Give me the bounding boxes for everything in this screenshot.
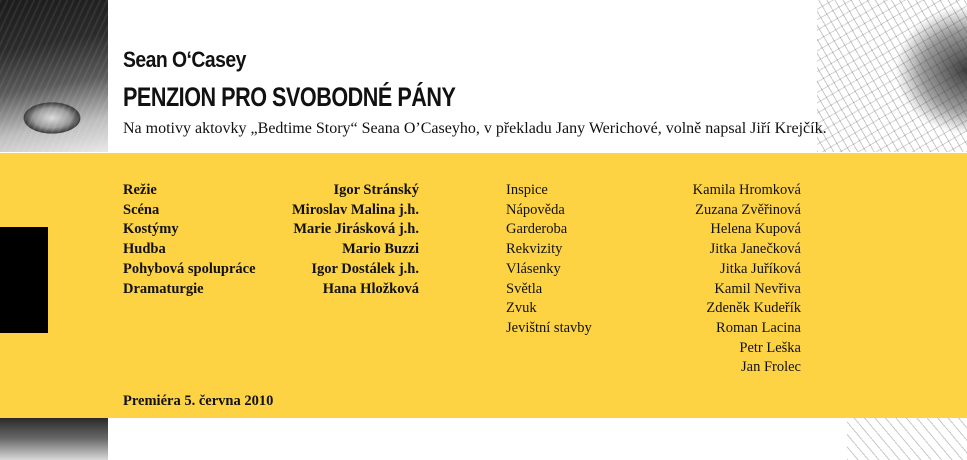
crew-name: Marie Jirásková j.h. [293,221,419,238]
staff-role: Inspice [506,182,548,198]
crew-role: Pohybová spolupráce [123,260,256,277]
staff-role: Světla [506,280,543,297]
staff-role: Jevištní stavby [506,319,592,336]
staff-name: Roman Lacina [716,319,801,336]
photo-bottom-right-fragment [847,418,967,460]
staff-name: Jitka Janečková [709,241,801,258]
staff-name: Petr Leška [739,339,801,356]
crew-role: Režie [123,182,157,198]
staff-role: Rekvizity [506,241,563,258]
crew-name: Miroslav Malina j.h. [291,201,419,218]
crew-row [123,280,419,300]
crew-name: Igor Stránský [333,182,419,198]
staff-role: Nápověda [506,201,565,218]
creative-team-list [123,181,419,299]
author-name: Sean O‘Casey [123,47,246,72]
photo-eye-fragment [0,0,108,152]
crew-name: Mario Buzzi [342,241,419,258]
staff-names-column [693,181,801,378]
crew-row [123,181,419,201]
staff-role: Garderoba [506,221,568,238]
black-tab [0,227,48,333]
staff-name: Kamil Nevřiva [714,280,801,297]
staff-role: Zvuk [506,300,537,317]
premiere-date: Premiéra 5. června 2010 [123,393,274,409]
staff-name: Zuzana Zvěřinová [695,201,801,218]
crew-name: Igor Dostálek j.h. [311,260,419,277]
staff-name: Helena Kupová [710,221,801,238]
play-title: PENZION PRO SVOBODNÉ PÁNY [123,82,456,112]
staff-role: Vlásenky [506,260,561,277]
crew-role: Dramaturgie [123,280,204,297]
staff-roles-column [506,181,592,339]
crew-row [123,260,419,280]
staff-name: Jan Frolec [741,359,801,376]
staff-name: Jitka Juříková [720,260,801,277]
crew-row [123,201,419,221]
staff-name: Zdeněk Kudeřík [706,300,801,317]
crew-row [123,220,419,240]
photo-hair-fragment [817,0,967,152]
photo-bottom-left-fragment [0,418,108,460]
crew-role: Scéna [123,201,160,218]
crew-role: Hudba [123,241,166,258]
play-subtitle: Na motivy aktovky „Bedtime Story“ Seana O’Caseyho, v překladu Jany Werichové, volně napsal Jiří Krejčík. [123,120,827,137]
staff-name: Kamila Hromková [692,182,801,198]
crew-row [123,240,419,260]
crew-role: Kostýmy [123,221,179,238]
crew-name: Hana Hložková [322,280,419,297]
